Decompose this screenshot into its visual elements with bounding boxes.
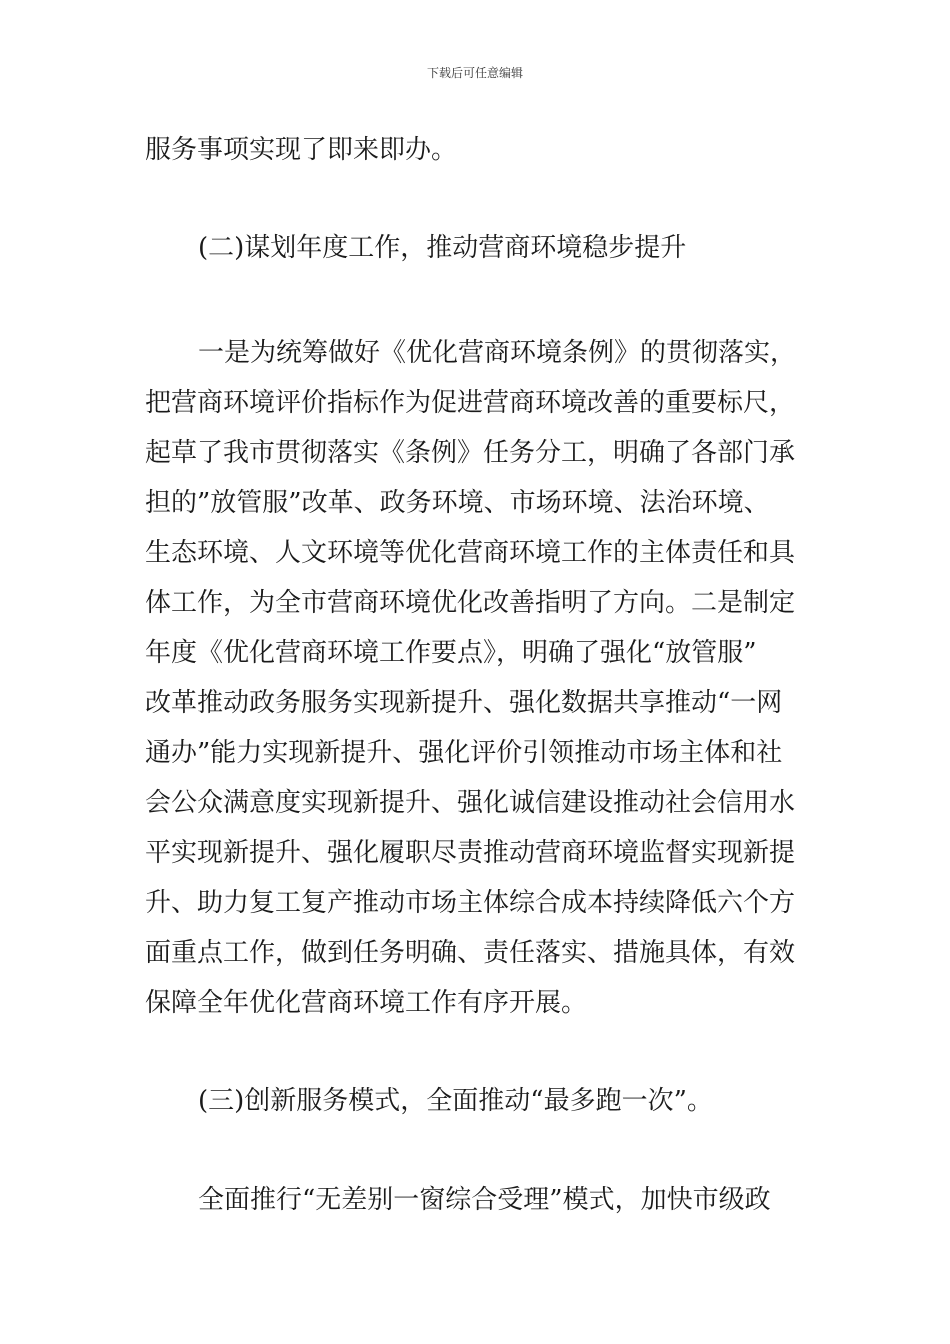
text-line: 担的”放管服”改革、政务环境、市场环境、法治环境、 bbox=[145, 488, 770, 518]
section-heading: (二)谋划年度工作，推动营商环境稳步提升 bbox=[198, 233, 687, 263]
page-header: 下载后可任意编辑 bbox=[426, 66, 523, 80]
text-line: 面重点工作，做到任务明确、责任落实、措施具体，有效 bbox=[145, 938, 796, 968]
text-line: 体工作，为全市营商环境优化改善指明了方向。二是制定 bbox=[145, 588, 796, 618]
text-line: 通办”能力实现新提升、强化评价引领推动市场主体和社 bbox=[145, 738, 783, 768]
text-line: 保障全年优化营商环境工作有序开展。 bbox=[145, 988, 588, 1018]
section-heading: (三)创新服务模式，全面推动“最多跑一次”。 bbox=[198, 1086, 713, 1116]
text-line: 服务事项实现了即来即办。 bbox=[145, 135, 458, 165]
text-line: 把营商环境评价指标作为促进营商环境改善的重要标尺， bbox=[145, 388, 796, 418]
text-line: 升、助力复工复产推动市场主体综合成本持续降低六个方 bbox=[145, 888, 796, 918]
text-line: 一是为统筹做好《优化营商环境条例》的贯彻落实， bbox=[198, 338, 797, 368]
text-line: 年度《优化营商环境工作要点》，明确了强化“放管服” bbox=[145, 638, 757, 668]
text-line: 生态环境、人文环境等优化营商环境工作的主体责任和具 bbox=[145, 538, 796, 568]
text-line: 改革推动政务服务实现新提升、强化数据共享推动“一网 bbox=[145, 688, 783, 718]
text-line: 平实现新提升、强化履职尽责推动营商环境监督实现新提 bbox=[145, 838, 796, 868]
text-line: 会公众满意度实现新提升、强化诚信建设推动社会信用水 bbox=[145, 788, 796, 818]
text-line: 全面推行“无差别一窗综合受理”模式，加快市级政 bbox=[198, 1185, 771, 1215]
text-line: 起草了我市贯彻落实《条例》任务分工，明确了各部门承 bbox=[145, 438, 796, 468]
